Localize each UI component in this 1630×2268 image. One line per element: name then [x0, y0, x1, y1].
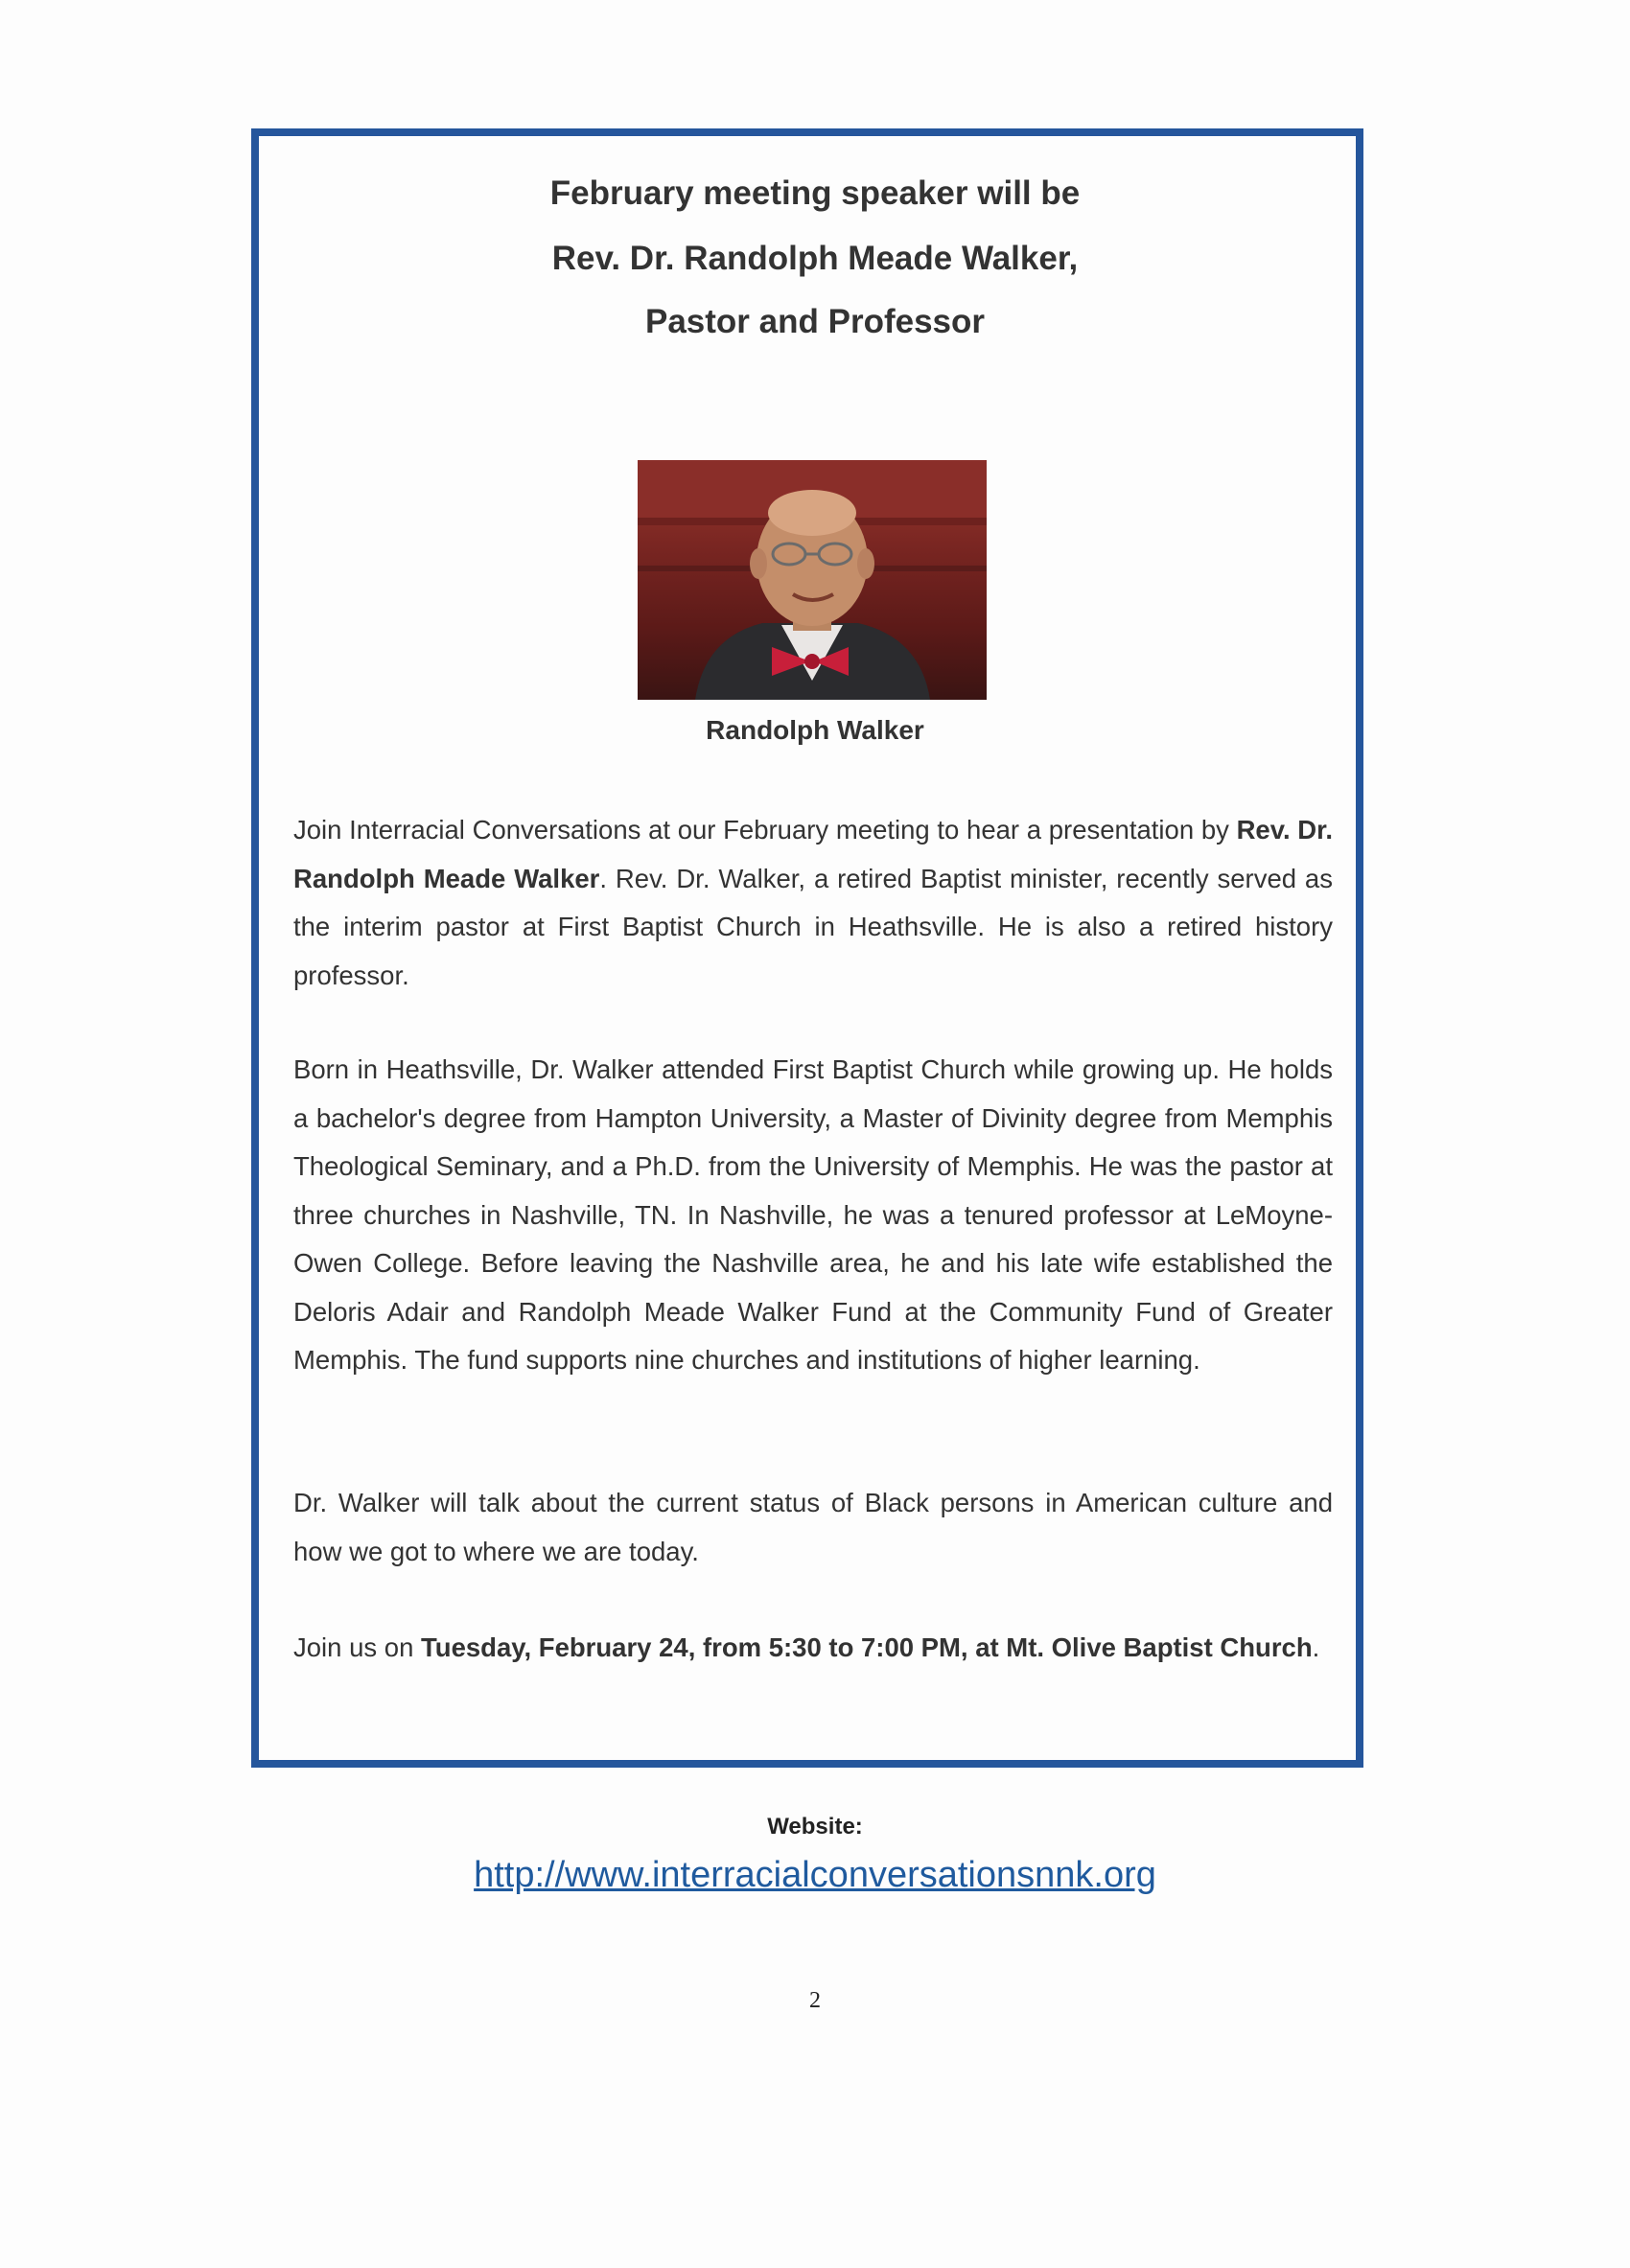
- paragraph-intro-text-a: Join Interracial Conversations at our February meeting to hear a presentation by: [293, 815, 1237, 845]
- paragraph-biography: Born in Heathsville, Dr. Walker attended First Baptist Church while growing up. He holds a bachelor's degree from Hampton University, a Master of Divinity degree from Memphis Theological Seminary, and a Ph.D. from the University of Memphis. He was the pastor at three churches in Nashville, TN. In Nashville, he was a tenured professor at LeMoyne-Owen College. Before leaving the Nashville area, he and his late wife established the Deloris Adair and Randolph Meade Walker Fund at the Community Fund of Greater Memphis. The fund supports nine churches and institutions of higher learning.: [293, 1054, 1333, 1375]
- speaker-photo: [638, 460, 987, 700]
- paragraph-event-details: [293, 1624, 1333, 1673]
- paragraph-topic: Dr. Walker will talk about the current status of Black persons in American culture and how we got to where we are today.: [293, 1488, 1333, 1566]
- paragraph-intro: [293, 806, 1333, 1000]
- event-details-text-c: .: [1312, 1632, 1320, 1662]
- event-date-location-bold: Tuesday, February 24, from 5:30 to 7:00 PM, at Mt. Olive Baptist Church: [421, 1632, 1313, 1662]
- headline-line-3: Pastor and Professor: [645, 303, 985, 340]
- headline-line-2: Rev. Dr. Randolph Meade Walker,: [551, 240, 1079, 277]
- website-link[interactable]: http://www.interracialconversationsnnk.org: [474, 1855, 1156, 1895]
- speaker-name-bold: Rev. Dr. Randolph Meade Walker: [293, 815, 1333, 893]
- photo-caption: Randolph Walker: [706, 715, 924, 745]
- event-details-text-a: Join us on: [293, 1632, 422, 1662]
- website-label: Website:: [767, 1814, 863, 1840]
- headline-line-1: February meeting speaker will be: [549, 174, 1081, 212]
- paragraph-intro-text-c: . Rev. Dr. Walker, a retired Baptist minister, recently served as the interim pastor at First Baptist Church in Heathsville. He is also a retired history professor.: [293, 863, 1333, 990]
- speaker-portrait-graphic: [638, 460, 987, 700]
- page-number: 2: [809, 1988, 821, 2013]
